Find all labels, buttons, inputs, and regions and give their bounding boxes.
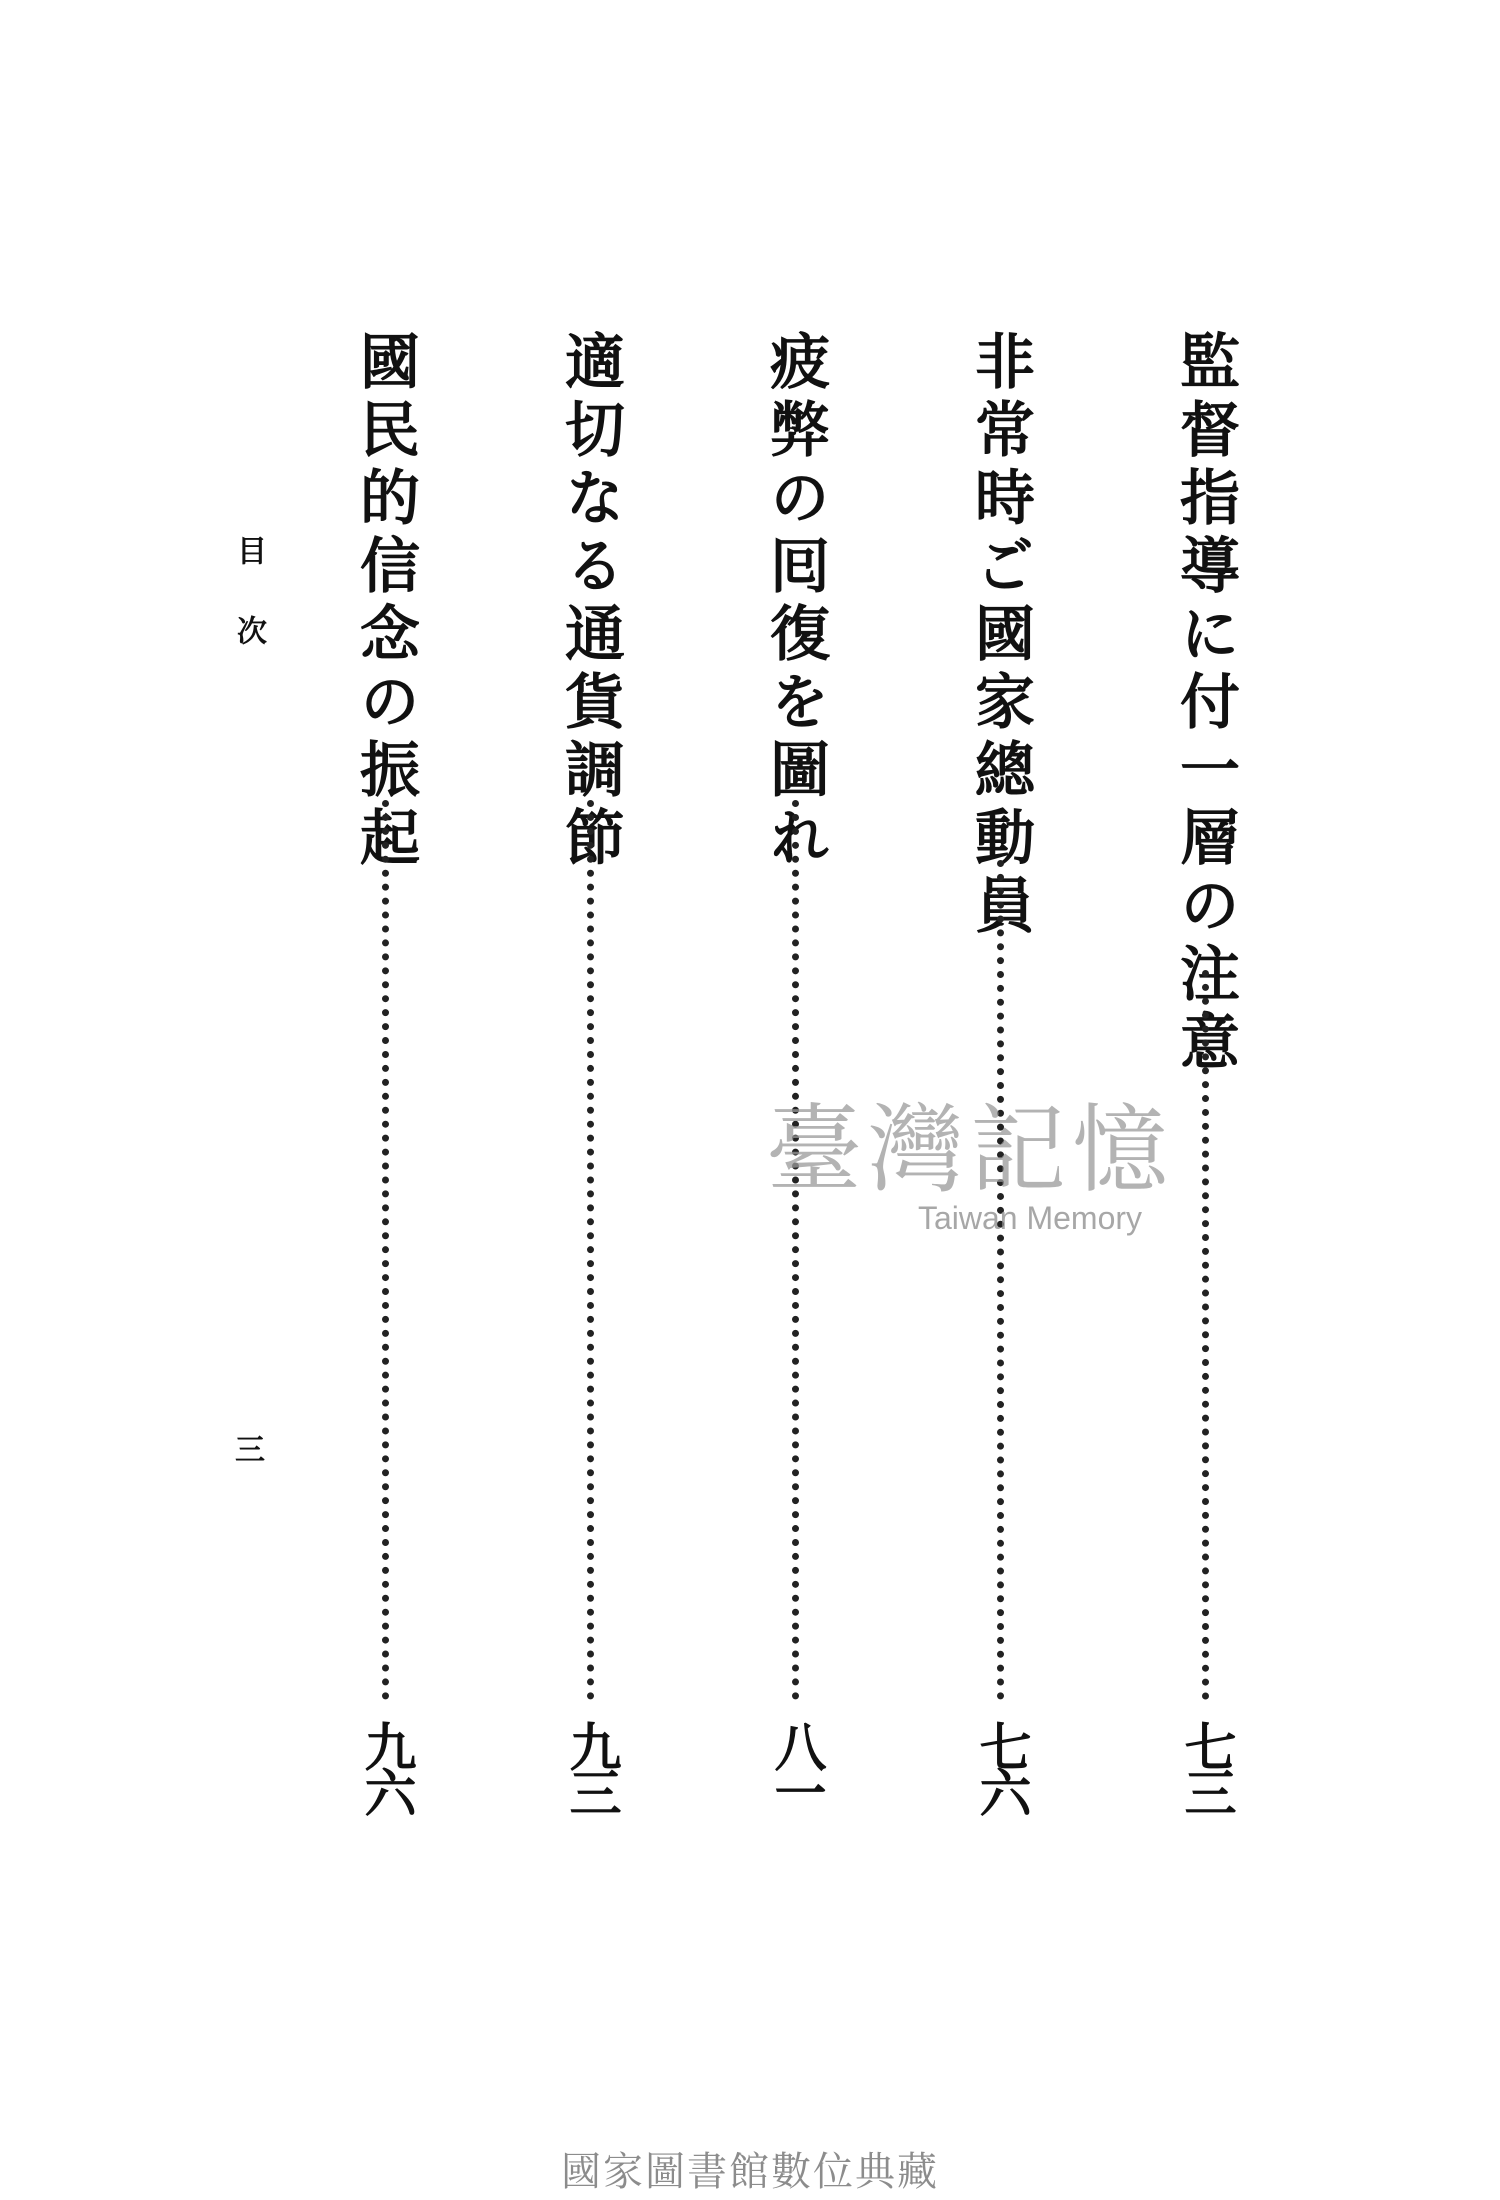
watermark-cjk-text: 臺灣記憶 — [766, 1094, 1174, 1206]
toc-entry-page: 九六 — [355, 1720, 416, 1812]
footer-credit: 國家圖書館數位典藏 — [561, 2149, 939, 2195]
toc-entry-page: 七三 — [1175, 1720, 1236, 1812]
toc-entry-title: 非常時ご國家總動員 — [965, 330, 1035, 942]
toc-entry-page: 九三 — [560, 1720, 621, 1812]
running-head: 目次 — [231, 535, 266, 695]
toc-entry-title: 疲弊の囘復を圖れ — [760, 330, 830, 874]
watermark-logo — [735, 1090, 1205, 1237]
toc-entry-title: 國民的信念の振起 — [350, 330, 420, 874]
dot-leader — [997, 860, 1004, 1700]
toc-entry-title: 監督指導に付一層の注意 — [1170, 330, 1240, 1078]
dot-leader — [587, 800, 594, 1700]
dot-leader — [382, 800, 389, 1700]
dot-leader — [1202, 970, 1209, 1700]
page-number: 三 — [235, 1433, 265, 1468]
toc-entry-title: 適切なる通貨調節 — [555, 330, 625, 874]
dot-leader — [792, 800, 799, 1700]
toc-entry-page: 八一 — [765, 1720, 826, 1812]
toc-entry-page: 七六 — [970, 1720, 1031, 1812]
watermark-en-text: Taiwan Memory — [917, 1200, 1143, 1236]
toc-entry — [345, 0, 425, 2200]
toc-entry — [550, 0, 630, 2200]
